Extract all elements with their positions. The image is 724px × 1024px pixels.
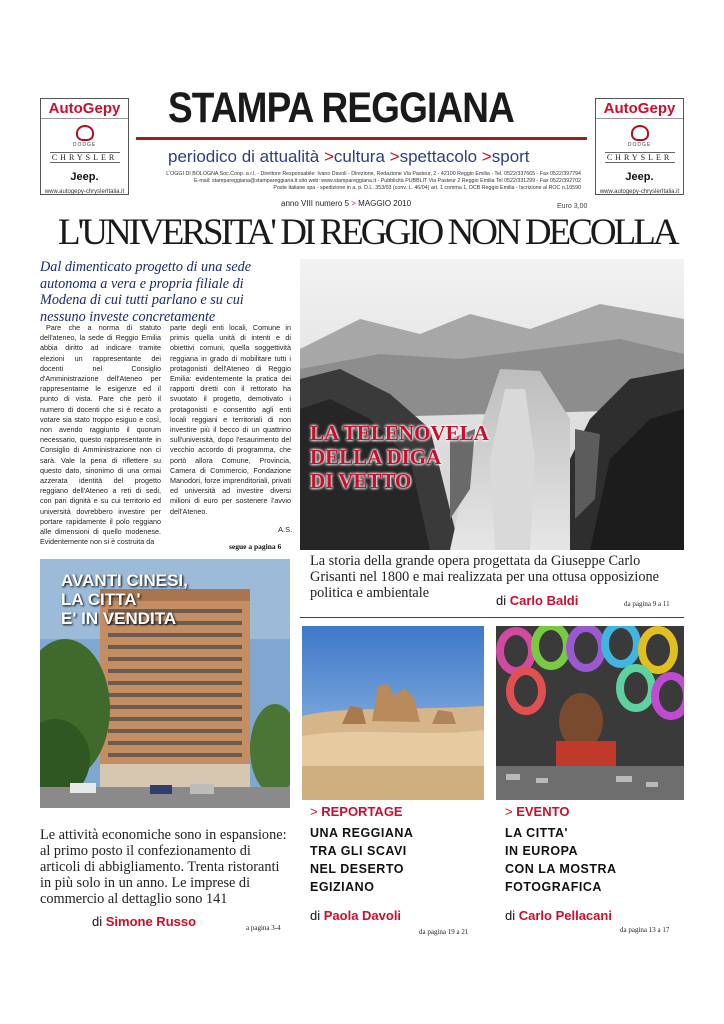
dodge-logo-icon: [631, 125, 649, 141]
imprint-line: E-mail: stampareggiana@stampareggiana.it sito web: www.stampareggiana.it - Pubblicità PUBBLIT Via Pasteur 2 Reggio Emilia Tel 0522/331299 - Fax 0522/392702: [194, 178, 581, 184]
reportage-title-line: TRA GLI SCAVI: [310, 844, 407, 858]
masthead-tagline: [168, 147, 530, 167]
imprint: [166, 171, 581, 192]
chevron-right-icon: >: [389, 147, 400, 166]
dam-overlay-line: LA TELENOVELA: [310, 421, 489, 445]
city-overlay-line: AVANTI CINESI,: [61, 571, 188, 590]
ad-brand: AutoGepy: [41, 99, 128, 119]
city-pageref[interactable]: a pagina 3-4: [246, 924, 281, 932]
issue-info: [281, 199, 411, 208]
colorful-mirrors-market-image: [496, 626, 684, 800]
issue-number: anno VIII numero 5: [281, 199, 352, 208]
dam-overlay-line: DI VETTO: [310, 469, 412, 493]
city-overlay-line: LA CITTA': [61, 590, 141, 609]
ad-dodge: DODGE: [627, 142, 652, 148]
chevron-right-icon: >: [481, 147, 492, 166]
lead-continued[interactable]: segue a pagina 6: [229, 542, 282, 551]
evento-title-line: FOTOGRAFICA: [505, 880, 602, 894]
lead-deck: Dal dimenticato progetto di una sede autonoma a vera e propria filiale di Modena di cui tutti parlano e su cui nessuno investe concretamente: [40, 259, 252, 325]
evento-title-line: CON LA MOSTRA: [505, 862, 617, 876]
lead-body-col1: Pare che a norma di statuto dell'ateneo, la sede di Reggio Emilia abbia diritto ad indicare tramite elezioni un rappresentante dei docenti nel Consiglio d'Amministrazione dell'Ateneo per rappresentarne le esigenze ed il punto di vista. Pare che però il numero di docenti che si è recato a votare sia stato troppo esiguo e così, non avendo raggiunto il quorum necessario, questo rappresentante in Consiglio di Amministrazione non ci sarà. Vale la pena di riflettere su questo dato, sinonimo di una ormai azzerata identità del progetto reggiano dell'Ateneo a reti di sedi, con pari dignità e su cui territorio ed università dovrebbero investire per portare rapidamente il polo reggiano alle dimensioni di quello modenese. Evidentemente non si è costruita da: [40, 323, 161, 547]
tagline-segment: cultura: [333, 147, 390, 166]
dam-photo[interactable]: [300, 259, 684, 550]
desert-excavation-image: [302, 626, 484, 800]
evento-pageref[interactable]: da pagina 13 a 17: [620, 926, 670, 934]
byline-prefix: di: [505, 908, 519, 923]
reportage-label-text: REPORTAGE: [321, 804, 403, 819]
ad-url: www.autogepy-chryslerItalia.it: [599, 189, 680, 195]
imprint-line: Poste italiane spa - spedizione in a. p. D.L. 353/03 (conv. L. 46/04) art. 1 comma 1, DCB Reggio Emilia - Iscrizione al ROC n.10590: [273, 185, 581, 191]
tagline-segment: sport: [491, 147, 530, 166]
reportage-title-line: UNA REGGIANA: [310, 826, 414, 840]
tagline-segment: spettacolo: [399, 147, 482, 166]
ad-brand: AutoGepy: [596, 99, 683, 119]
tagline-segment: periodico di attualità: [168, 147, 324, 166]
dam-pageref[interactable]: da pagina 9 a 11: [624, 600, 670, 608]
city-caption: Le attività economiche sono in espansione: al primo posto il confezionamento di articoli di abbigliamento. Trenta ristoranti in più solo in un anno. Le imprese di commercio al dettaglio sono 141: [40, 827, 287, 907]
evento-title[interactable]: [505, 824, 617, 896]
evento-label-text: EVENTO: [516, 804, 570, 819]
evento-byline: [505, 908, 612, 923]
desert-photo[interactable]: [302, 626, 484, 800]
dam-caption: La storia della grande opera progettata da Giuseppe Carlo Grisanti nel 1800 e mai realizzata per una ottusa opposizione politica e ambientale: [310, 553, 659, 601]
reportage-byline: [310, 908, 401, 923]
imprint-line: L'OGGI DI BOLOGNA Soc.Coop. a r.l. - Direttore Responsabile: Ivano Davoli - Direzione, Redazione Via Pasteur, 2 - 42100 Reggio Emilia - Tel. 0522/337665 - Fax 0522/397794: [166, 171, 581, 177]
reportage-title[interactable]: [310, 824, 413, 896]
chevron-right-icon: >: [310, 804, 322, 819]
ad-jeep: Jeep.: [70, 171, 99, 183]
chevron-right-icon: >: [323, 147, 334, 166]
dam-byline: [496, 593, 578, 608]
reportage-pageref[interactable]: da pagina 19 a 21: [419, 928, 469, 936]
masthead-rule: [136, 137, 587, 140]
ad-dodge: DODGE: [72, 142, 97, 148]
issue-date: MAGGIO 2010: [355, 199, 412, 208]
mirrors-photo[interactable]: [496, 626, 684, 800]
lead-signature: A.S.: [278, 525, 293, 534]
reportage-title-line: EGIZIANO: [310, 880, 375, 894]
valley-landscape-image: [300, 259, 684, 550]
dodge-logo-icon: [76, 125, 94, 141]
ad-jeep: Jeep.: [625, 171, 654, 183]
dam-rule: [300, 617, 684, 618]
city-byline: [92, 914, 196, 929]
city-overlay-line: E' IN VENDITA: [61, 609, 177, 628]
byline-prefix: di: [496, 593, 510, 608]
lead-body-col2: parte degli enti locali, Comune in primis quella unità di intenti e di obiettivi comuni, quella soggettività reggiana in grado di mobilitare tutti i protagonisti dell'Ateneo di Reggio Emilia: evidentemente la pratica dei rapporti diretti con il rettorato ha svuotato il progetto, demotivato i protagonisti e consentito agli enti locali reggiani e territoriali di non investire più il becco di un quattrino sull'università, dopo l'esaurimento del vecchio accordo di programma, che portò allora Comune, Provincia, Camera di Commercio, Fondazione Manodori, forze imprenditoriali, privati ed università ad investire diversi milioni di euro per sostenere l'avvio dell'Ateneo.: [170, 323, 291, 516]
byline-prefix: di: [310, 908, 324, 923]
lead-headline[interactable]: L'UNIVERSITA' DI REGGIO NON DECOLLA: [58, 212, 677, 253]
masthead-title: STAMPA REGGIANA: [168, 84, 514, 132]
dam-overlay-title: [310, 421, 489, 493]
city-author[interactable]: Simone Russo: [105, 914, 197, 929]
evento-title-line: IN EUROPA: [505, 844, 579, 858]
evento-label[interactable]: [505, 804, 569, 819]
reportage-title-line: NEL DESERTO: [310, 862, 404, 876]
issue-separator: >: [351, 199, 356, 208]
chevron-right-icon: >: [505, 804, 517, 819]
price: Euro 3,00: [557, 203, 588, 210]
ad-url: www.autogepy-chryslerItalia.it: [44, 189, 125, 195]
evento-title-line: LA CITTA': [505, 826, 569, 840]
byline-prefix: di: [92, 914, 106, 929]
reportage-label[interactable]: [310, 804, 403, 819]
ad-autogepy-right[interactable]: [595, 98, 684, 195]
ad-chrysler: CHRYSLER: [50, 152, 120, 163]
reportage-author[interactable]: Paola Davoli: [323, 908, 402, 923]
dam-overlay-line: DELLA DIGA: [310, 445, 442, 469]
evento-author[interactable]: Carlo Pellacani: [518, 908, 612, 923]
city-overlay-title: [61, 571, 188, 628]
city-photo[interactable]: [40, 559, 290, 808]
ad-chrysler: CHRYSLER: [605, 152, 675, 163]
ad-autogepy-left[interactable]: [40, 98, 129, 195]
dam-author[interactable]: Carlo Baldi: [509, 593, 579, 608]
